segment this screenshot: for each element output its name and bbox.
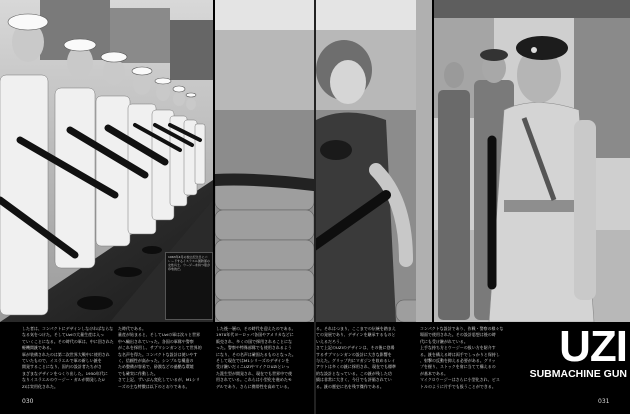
binoculars-photo-right-half xyxy=(316,0,432,322)
body-column-3 xyxy=(216,326,312,394)
title-main: UZI xyxy=(559,322,627,371)
body-line: 代にも受け継がれている。 xyxy=(420,338,468,344)
body-line: ていたもので、イスラエルで軍の新しい銃を xyxy=(22,358,102,364)
body-line: 開発することになり、国内の設計者たちがさ xyxy=(22,364,102,370)
body-line: 用されている。これらは小型化を進めたモ xyxy=(216,377,292,383)
body-line: そして現在ではM1シリーズのデザインを xyxy=(216,358,290,364)
body-line: デルであり、さらに携帯性を高めている。 xyxy=(216,383,292,389)
body-line: 、射撃の反動を抑える必要がある。グリッ xyxy=(420,358,496,364)
body-line: な名声を得た。コンパクトな設計は使いやす xyxy=(118,351,198,357)
body-line: る。銃の歴史に名を残す傑作である。 xyxy=(316,383,384,389)
body-line: 与えた。グリップ内にマガジンを収めるレイ xyxy=(316,358,396,364)
body-line: マイクロウージーはさらに小型化され、ピス xyxy=(420,377,500,383)
body-line: 量産が始まると、そしてUziの軍は次々と世界 xyxy=(118,332,201,338)
article-title xyxy=(517,322,627,380)
body-line: 中へ輸出されていった。各国の軍隊や警察 xyxy=(118,338,194,344)
body-line: ていくことになる。その時代の軍は、中に回された xyxy=(22,338,114,344)
page-number-right: 031 xyxy=(598,398,610,405)
body-line: いえるだろう。 xyxy=(316,338,344,344)
body-line: 上手な持ち方とウージーの扱い方を紹介す xyxy=(420,345,496,351)
body-line: が基本である。 xyxy=(420,370,448,376)
body-line: く、信頼性が高かった。シンプルな構造の xyxy=(118,358,194,364)
body-line: プを握り、ストックを肩に当てて構えるの xyxy=(420,364,496,370)
body-line: まざまなデザインをつくり出した。1950年代に xyxy=(22,370,108,376)
body-line: になり、その名声は確固たるものとなった。 xyxy=(216,351,296,357)
body-line: 軽機関銃である。 xyxy=(22,345,54,351)
body-line: コンパクトな設計であり、作戦・警察の様々な xyxy=(420,326,504,331)
binoculars-photo-right xyxy=(316,0,432,322)
body-line: アウトは多くの銃に採用され、現在でも標準 xyxy=(316,364,397,370)
body-line: 軍が装備されたのは第二次世界大戦中に使用され xyxy=(22,351,110,357)
body-line: ZIは実用化された。 xyxy=(22,383,58,389)
body-line: なる気をつけた。そしてUziの大量生産は入っ xyxy=(22,332,105,338)
body-line: さて上記のUZIのデザインは、その後に登場 xyxy=(316,345,395,351)
body-line: た時代である。 xyxy=(118,326,146,331)
body-line: がこれを採用し、サブマシンガンとして世界的 xyxy=(118,345,202,351)
left-page xyxy=(0,0,314,414)
body-line: ーズの主な特徴は以下のとおりである。 xyxy=(118,383,190,389)
body-column-2 xyxy=(118,326,210,394)
body-line: ての発展であり、デザインを継承するものと xyxy=(316,332,396,338)
body-column-5 xyxy=(420,326,512,394)
body-line: った。警察や特殊部隊でも使用されるよう xyxy=(216,345,292,351)
body-line: した者は、コンパクトにデザインしなければならな xyxy=(22,326,114,331)
soldier-portrait-photo xyxy=(434,0,630,322)
page-number-left: 030 xyxy=(22,398,34,405)
body-line: さて上記、ずいぶん変化しているが、M1シリ xyxy=(118,377,200,383)
body-line: なりイスラエルのウージー・ガルが開発したU xyxy=(22,377,105,383)
body-line: 販売され、多くの国で採用されることにな xyxy=(216,338,293,344)
photo-caption: 1963年4月の独立記念日にパレードするイスラエル国防軍の女性兵士。ウージーを持つ姿が印象的だ。 xyxy=(168,255,210,271)
binoculars-photo xyxy=(215,0,314,322)
body-line: トルのように片手でも扱うことができる。 xyxy=(420,383,496,389)
photo-caption-box xyxy=(165,252,213,320)
body-line: 的な設計となっている。この銃が残した功 xyxy=(316,370,392,376)
body-line: た派生型が開発され、現在でも世界中で使 xyxy=(216,370,293,376)
title-subtitle: SUBMACHINE GUN xyxy=(529,368,627,380)
body-line: するサブマシンガンの設計に大きな影響を xyxy=(316,351,392,357)
soldier-portrait-image xyxy=(434,0,630,322)
body-line: ため整備が容易で、砂漠などの過酷な環境 xyxy=(118,364,194,370)
body-line: る。それはつまり、ここまでの伝統を踏まえ xyxy=(316,326,396,331)
body-line: る。銃を構える時は両手でしっかりと保持し xyxy=(420,351,500,357)
body-line: 1970年代ヨーロッパ各国やアメリカなどに xyxy=(216,332,294,338)
body-line: した後一層の、その時代を迎えたのである。 xyxy=(216,326,296,331)
body-column-4 xyxy=(316,326,412,394)
body-column-1 xyxy=(22,326,114,394)
body-line: 場面で使用された。その設計思想は後の時 xyxy=(420,332,496,338)
body-line: 績は非常に大きく、今日でも評価されてい xyxy=(316,377,392,383)
body-line: 受け継いだミニUZIやマイクロUZIといっ xyxy=(216,364,290,370)
body-line: でも確実に作動した。 xyxy=(118,370,158,376)
binoculars-photo-left-half xyxy=(215,0,314,322)
